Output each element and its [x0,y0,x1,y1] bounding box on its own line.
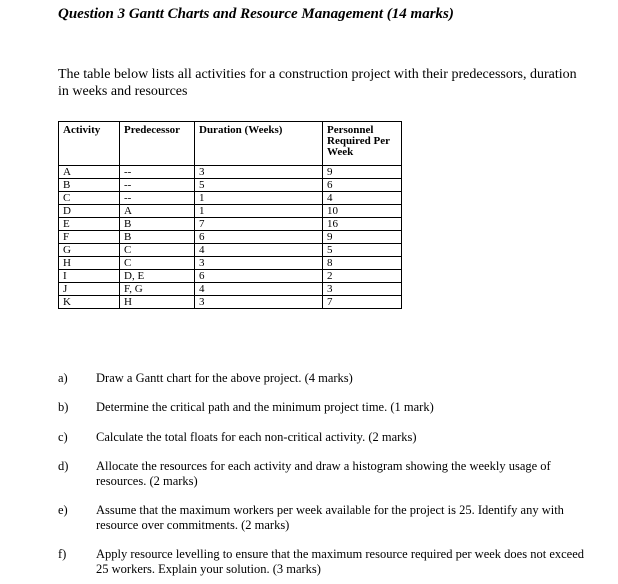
question-text: Calculate the total floats for each non-critical activity. (2 marks) [96,430,417,444]
table-row [59,166,402,179]
question-text: Draw a Gantt chart for the above project. (4 marks) [96,371,353,385]
cell-activity: I [59,270,120,283]
cell-activity: D [59,205,120,218]
intro-paragraph: The table below lists all activities for a construction project with their predecessors, duration in weeks and resources [58,67,577,99]
cell-predecessor: C [120,244,195,257]
cell-duration: 1 [195,192,323,205]
cell-personnel: 6 [323,179,402,192]
cell-predecessor: B [120,218,195,231]
cell-predecessor: D, E [120,270,195,283]
table-row [59,257,402,270]
question-text: Assume that the maximum workers per week available for the project is 25. Identify any with resource over commitments. (2 marks) [96,503,564,532]
cell-predecessor: A [120,205,195,218]
question-label: e) [58,503,68,517]
table-row [59,179,402,192]
header-activity: Activity [59,122,120,166]
cell-personnel: 10 [323,205,402,218]
cell-predecessor: B [120,231,195,244]
cell-activity: F [59,231,120,244]
cell-activity: C [59,192,120,205]
table-row [59,192,402,205]
cell-activity: A [59,166,120,179]
header-predecessor: Predecessor [120,122,195,166]
cell-personnel: 5 [323,244,402,257]
table-row [59,218,402,231]
question-label: c) [58,430,68,444]
cell-duration: 5 [195,179,323,192]
cell-predecessor: C [120,257,195,270]
cell-activity: E [59,218,120,231]
question-label: b) [58,400,69,414]
cell-predecessor: F, G [120,283,195,296]
question-text: Apply resource levelling to ensure that the maximum resource required per week does not exceed 25 workers. Explain your solution. (3 marks) [96,547,585,576]
cell-activity: B [59,179,120,192]
cell-duration: 6 [195,231,323,244]
table-row [59,205,402,218]
cell-personnel: 4 [323,192,402,205]
cell-duration: 4 [195,283,323,296]
table-row [59,244,402,257]
question-label: f) [58,547,67,561]
cell-duration: 1 [195,205,323,218]
cell-personnel: 9 [323,231,402,244]
question-label: d) [58,459,69,473]
cell-predecessor: -- [120,192,195,205]
cell-activity: G [59,244,120,257]
cell-predecessor: -- [120,179,195,192]
header-personnel: Personnel Required Per Week [323,122,402,166]
cell-personnel: 7 [323,296,402,309]
cell-personnel: 3 [323,283,402,296]
cell-duration: 7 [195,218,323,231]
cell-activity: H [59,257,120,270]
cell-personnel: 2 [323,270,402,283]
question-title: Question 3 Gantt Charts and Resource Management (14 marks) [58,6,454,22]
question-label: a) [58,371,68,385]
cell-duration: 3 [195,166,323,179]
cell-duration: 3 [195,257,323,270]
cell-duration: 6 [195,270,323,283]
question-text: Determine the critical path and the minimum project time. (1 mark) [96,400,434,414]
cell-activity: J [59,283,120,296]
cell-predecessor: H [120,296,195,309]
table-header-row [59,122,402,166]
table-row [59,296,402,309]
table-row [59,283,402,296]
cell-duration: 3 [195,296,323,309]
question-text: Allocate the resources for each activity and draw a histogram showing the weekly usage of resources. (2 marks) [96,459,551,488]
cell-personnel: 9 [323,166,402,179]
cell-personnel: 16 [323,218,402,231]
cell-activity: K [59,296,120,309]
header-duration: Duration (Weeks) [195,122,323,166]
cell-predecessor: -- [120,166,195,179]
table-row [59,231,402,244]
cell-duration: 4 [195,244,323,257]
cell-personnel: 8 [323,257,402,270]
activities-table [58,121,402,309]
table-row [59,270,402,283]
